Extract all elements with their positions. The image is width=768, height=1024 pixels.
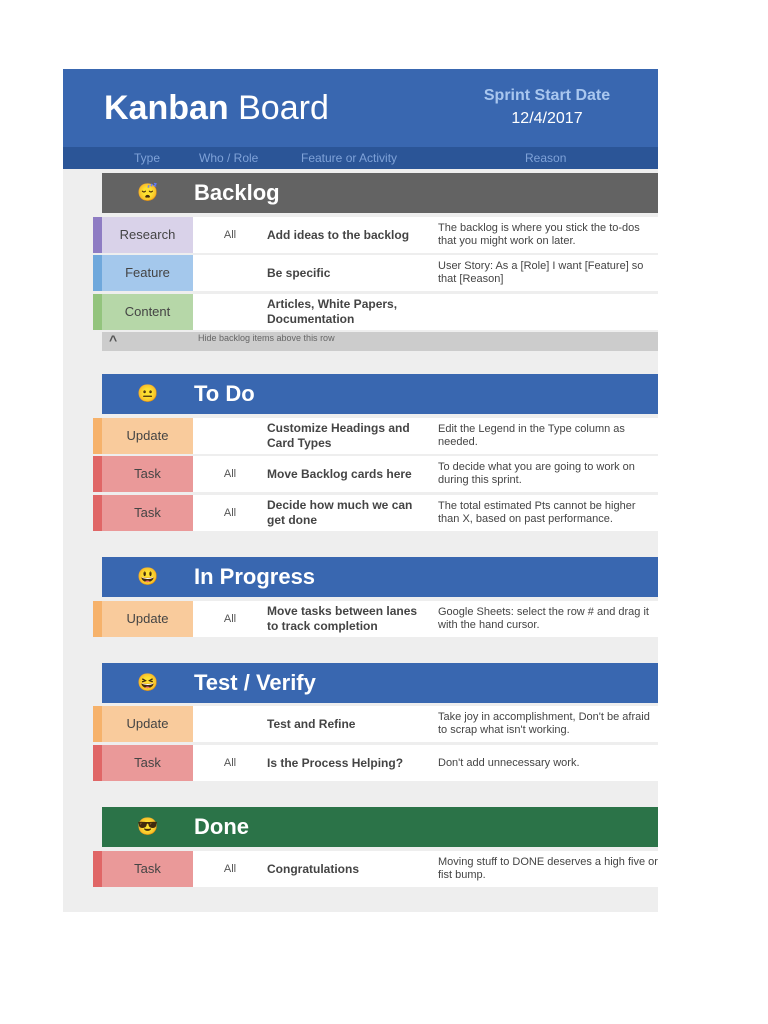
column-feature: Feature or Activity <box>301 151 398 165</box>
card-type: Update <box>102 706 193 742</box>
card-reason: Take joy in accomplishment, Don't be afraid to scrap what isn't working. <box>438 711 650 736</box>
card-row[interactable] <box>93 418 658 454</box>
card-who: All <box>223 757 237 769</box>
type-color-bar <box>93 851 102 887</box>
type-color-bar <box>93 601 102 637</box>
column-who: Who / Role <box>199 151 259 165</box>
lane-header-backlog <box>102 173 658 213</box>
card-feature: Add ideas to the backlog <box>267 227 410 242</box>
card-reason: The backlog is where you stick the to-dos that you might work on later. <box>438 222 640 247</box>
card-feature: Decide how much we can get done <box>267 498 413 527</box>
card-row[interactable] <box>93 294 658 330</box>
card-type: Feature <box>102 255 193 291</box>
type-color-bar <box>93 418 102 454</box>
sprint-start-date[interactable]: 12/4/2017 <box>511 110 583 127</box>
lane-title-todo: To Do <box>194 381 255 406</box>
lane-title-inprogress: In Progress <box>194 564 316 589</box>
card-feature: Be specific <box>267 265 331 280</box>
card-row[interactable] <box>93 456 658 492</box>
lane-title-test: Test / Verify <box>194 670 316 695</box>
lane-header-test <box>102 663 658 703</box>
smiling-face-icon: 😃 <box>137 567 159 586</box>
type-color-bar <box>93 706 102 742</box>
title-rest: Board <box>228 89 329 127</box>
column-type: Type <box>134 151 161 165</box>
card-type: Content <box>102 294 193 330</box>
column-reason: Reason <box>525 151 567 165</box>
hide-backlog-row[interactable] <box>102 332 658 351</box>
lane-header-done <box>102 807 658 847</box>
card-feature: Articles, White Papers, Documentation <box>267 297 398 326</box>
card-type: Update <box>102 601 193 637</box>
card-row[interactable] <box>93 217 658 253</box>
card-who: All <box>223 613 237 625</box>
card-who <box>194 294 266 330</box>
card-type: Task <box>102 495 193 531</box>
card-who <box>194 706 266 742</box>
lane-header-inprogress <box>102 557 658 597</box>
type-color-bar <box>93 255 102 291</box>
type-color-bar <box>93 217 102 253</box>
card-feature: Is the Process Helping? <box>267 755 404 770</box>
card-feature: Congratulations <box>267 861 359 876</box>
card-who: All <box>223 863 237 875</box>
card-reason: To decide what you are going to work on during this sprint. <box>438 461 635 486</box>
card-type: Task <box>102 851 193 887</box>
card-reason <box>438 294 658 330</box>
type-color-bar <box>93 456 102 492</box>
type-color-bar <box>93 294 102 330</box>
board-header <box>63 69 658 147</box>
card-who: All <box>223 507 237 519</box>
lane-header-todo <box>102 374 658 414</box>
card-feature: Test and Refine <box>267 716 356 731</box>
sprint-start-label: Sprint Start Date <box>483 87 611 104</box>
sleeping-face-icon: 😴 <box>137 183 159 202</box>
lane-title-done: Done <box>194 814 249 839</box>
card-reason: The total estimated Pts cannot be higher than X, based on past performance. <box>438 500 636 525</box>
title-bold: Kanban <box>104 89 229 127</box>
type-color-bar <box>93 495 102 531</box>
type-color-bar <box>93 745 102 781</box>
card-row[interactable] <box>93 495 658 531</box>
card-who <box>194 255 266 291</box>
sunglasses-face-icon: 😎 <box>137 817 159 836</box>
card-row[interactable] <box>93 851 658 887</box>
card-row[interactable] <box>93 255 658 291</box>
caret-up-icon[interactable]: ^ <box>109 332 118 348</box>
column-header-row <box>63 147 658 169</box>
card-feature: Customize Headings and Card Types <box>267 421 410 450</box>
card-feature: Move tasks between lanes to track completion <box>267 604 418 633</box>
card-row[interactable] <box>93 601 658 637</box>
card-reason: Edit the Legend in the Type column as needed. <box>438 423 625 448</box>
card-who <box>194 418 266 454</box>
card-type: Update <box>102 418 193 454</box>
hide-backlog-note: Hide backlog items above this row <box>198 333 335 343</box>
card-row[interactable] <box>93 745 658 781</box>
card-reason: Moving stuff to DONE deserves a high five or fist bump. <box>438 856 658 881</box>
card-reason: Don't add unnecessary work. <box>438 756 580 769</box>
card-who: All <box>223 229 237 241</box>
neutral-face-icon: 😐 <box>137 384 159 403</box>
card-reason: Google Sheets: select the row # and drag it with the hand cursor. <box>438 606 649 631</box>
card-type: Task <box>102 456 193 492</box>
card-reason: User Story: As a [Role] I want [Feature] so that [Reason] <box>438 260 644 285</box>
card-type: Task <box>102 745 193 781</box>
laughing-face-icon: 😆 <box>137 673 159 692</box>
lane-title-backlog: Backlog <box>194 180 280 205</box>
card-feature: Move Backlog cards here <box>267 466 412 481</box>
card-type: Research <box>102 217 193 253</box>
page-title <box>104 89 329 128</box>
card-row[interactable] <box>93 706 658 742</box>
card-who: All <box>223 468 237 480</box>
